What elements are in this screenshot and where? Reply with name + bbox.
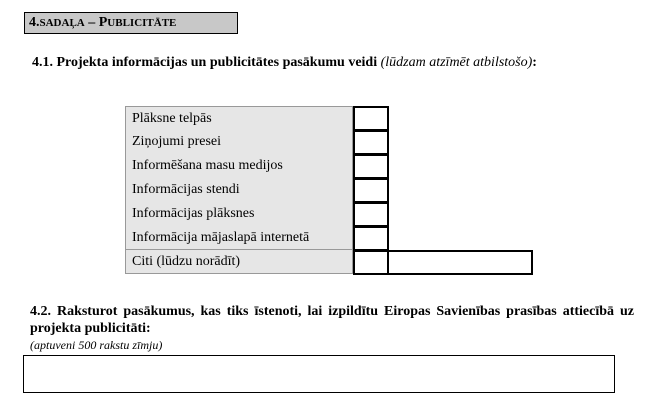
- option-label: Plāksne telpās: [125, 106, 353, 130]
- option-checkbox[interactable]: [353, 178, 389, 203]
- option-checkbox[interactable]: [353, 106, 389, 131]
- publicity-description-field[interactable]: [23, 355, 615, 393]
- section-title-rest: UBLICITĀTE: [107, 17, 177, 29]
- other-specify-field[interactable]: [387, 250, 533, 275]
- option-checkbox[interactable]: [353, 130, 389, 155]
- option-label: Informācija mājaslapā internetā: [125, 226, 353, 250]
- question-4-1-text: 4.1. Projekta informācijas un publicitātes pasākumu veidi: [32, 55, 378, 70]
- question-4-1-colon: :: [532, 55, 537, 70]
- option-label: Ziņojumi presei: [125, 130, 353, 154]
- option-label: Informēšana masu medijos: [125, 154, 353, 178]
- option-checkbox[interactable]: [353, 202, 389, 227]
- section-dash: –: [84, 15, 99, 30]
- option-checkbox[interactable]: [353, 154, 389, 179]
- option-label: Informācijas plāksnes: [125, 202, 353, 226]
- question-4-2-hint: (aptuveni 500 rakstu zīmju): [30, 338, 163, 352]
- question-4-2: 4.2. Raksturot pasākumus, kas tiks īstenoti, lai izpildītu Eiropas Savienības prasības attiecībā uz projekta publicitāti:: [30, 304, 634, 336]
- option-checkbox[interactable]: [353, 226, 389, 251]
- section-label: SADAĻA: [39, 17, 85, 29]
- section-title-initial: P: [98, 15, 108, 30]
- option-label: Citi (lūdzu norādīt): [125, 250, 353, 274]
- option-label: Informācijas stendi: [125, 178, 353, 202]
- question-4-1: [32, 55, 537, 71]
- section-header: [24, 12, 238, 34]
- question-4-1-hint: (lūdzam atzīmēt atbilstošo): [380, 55, 533, 70]
- option-checkbox-other[interactable]: [353, 250, 389, 275]
- section-number: 4.: [29, 15, 40, 30]
